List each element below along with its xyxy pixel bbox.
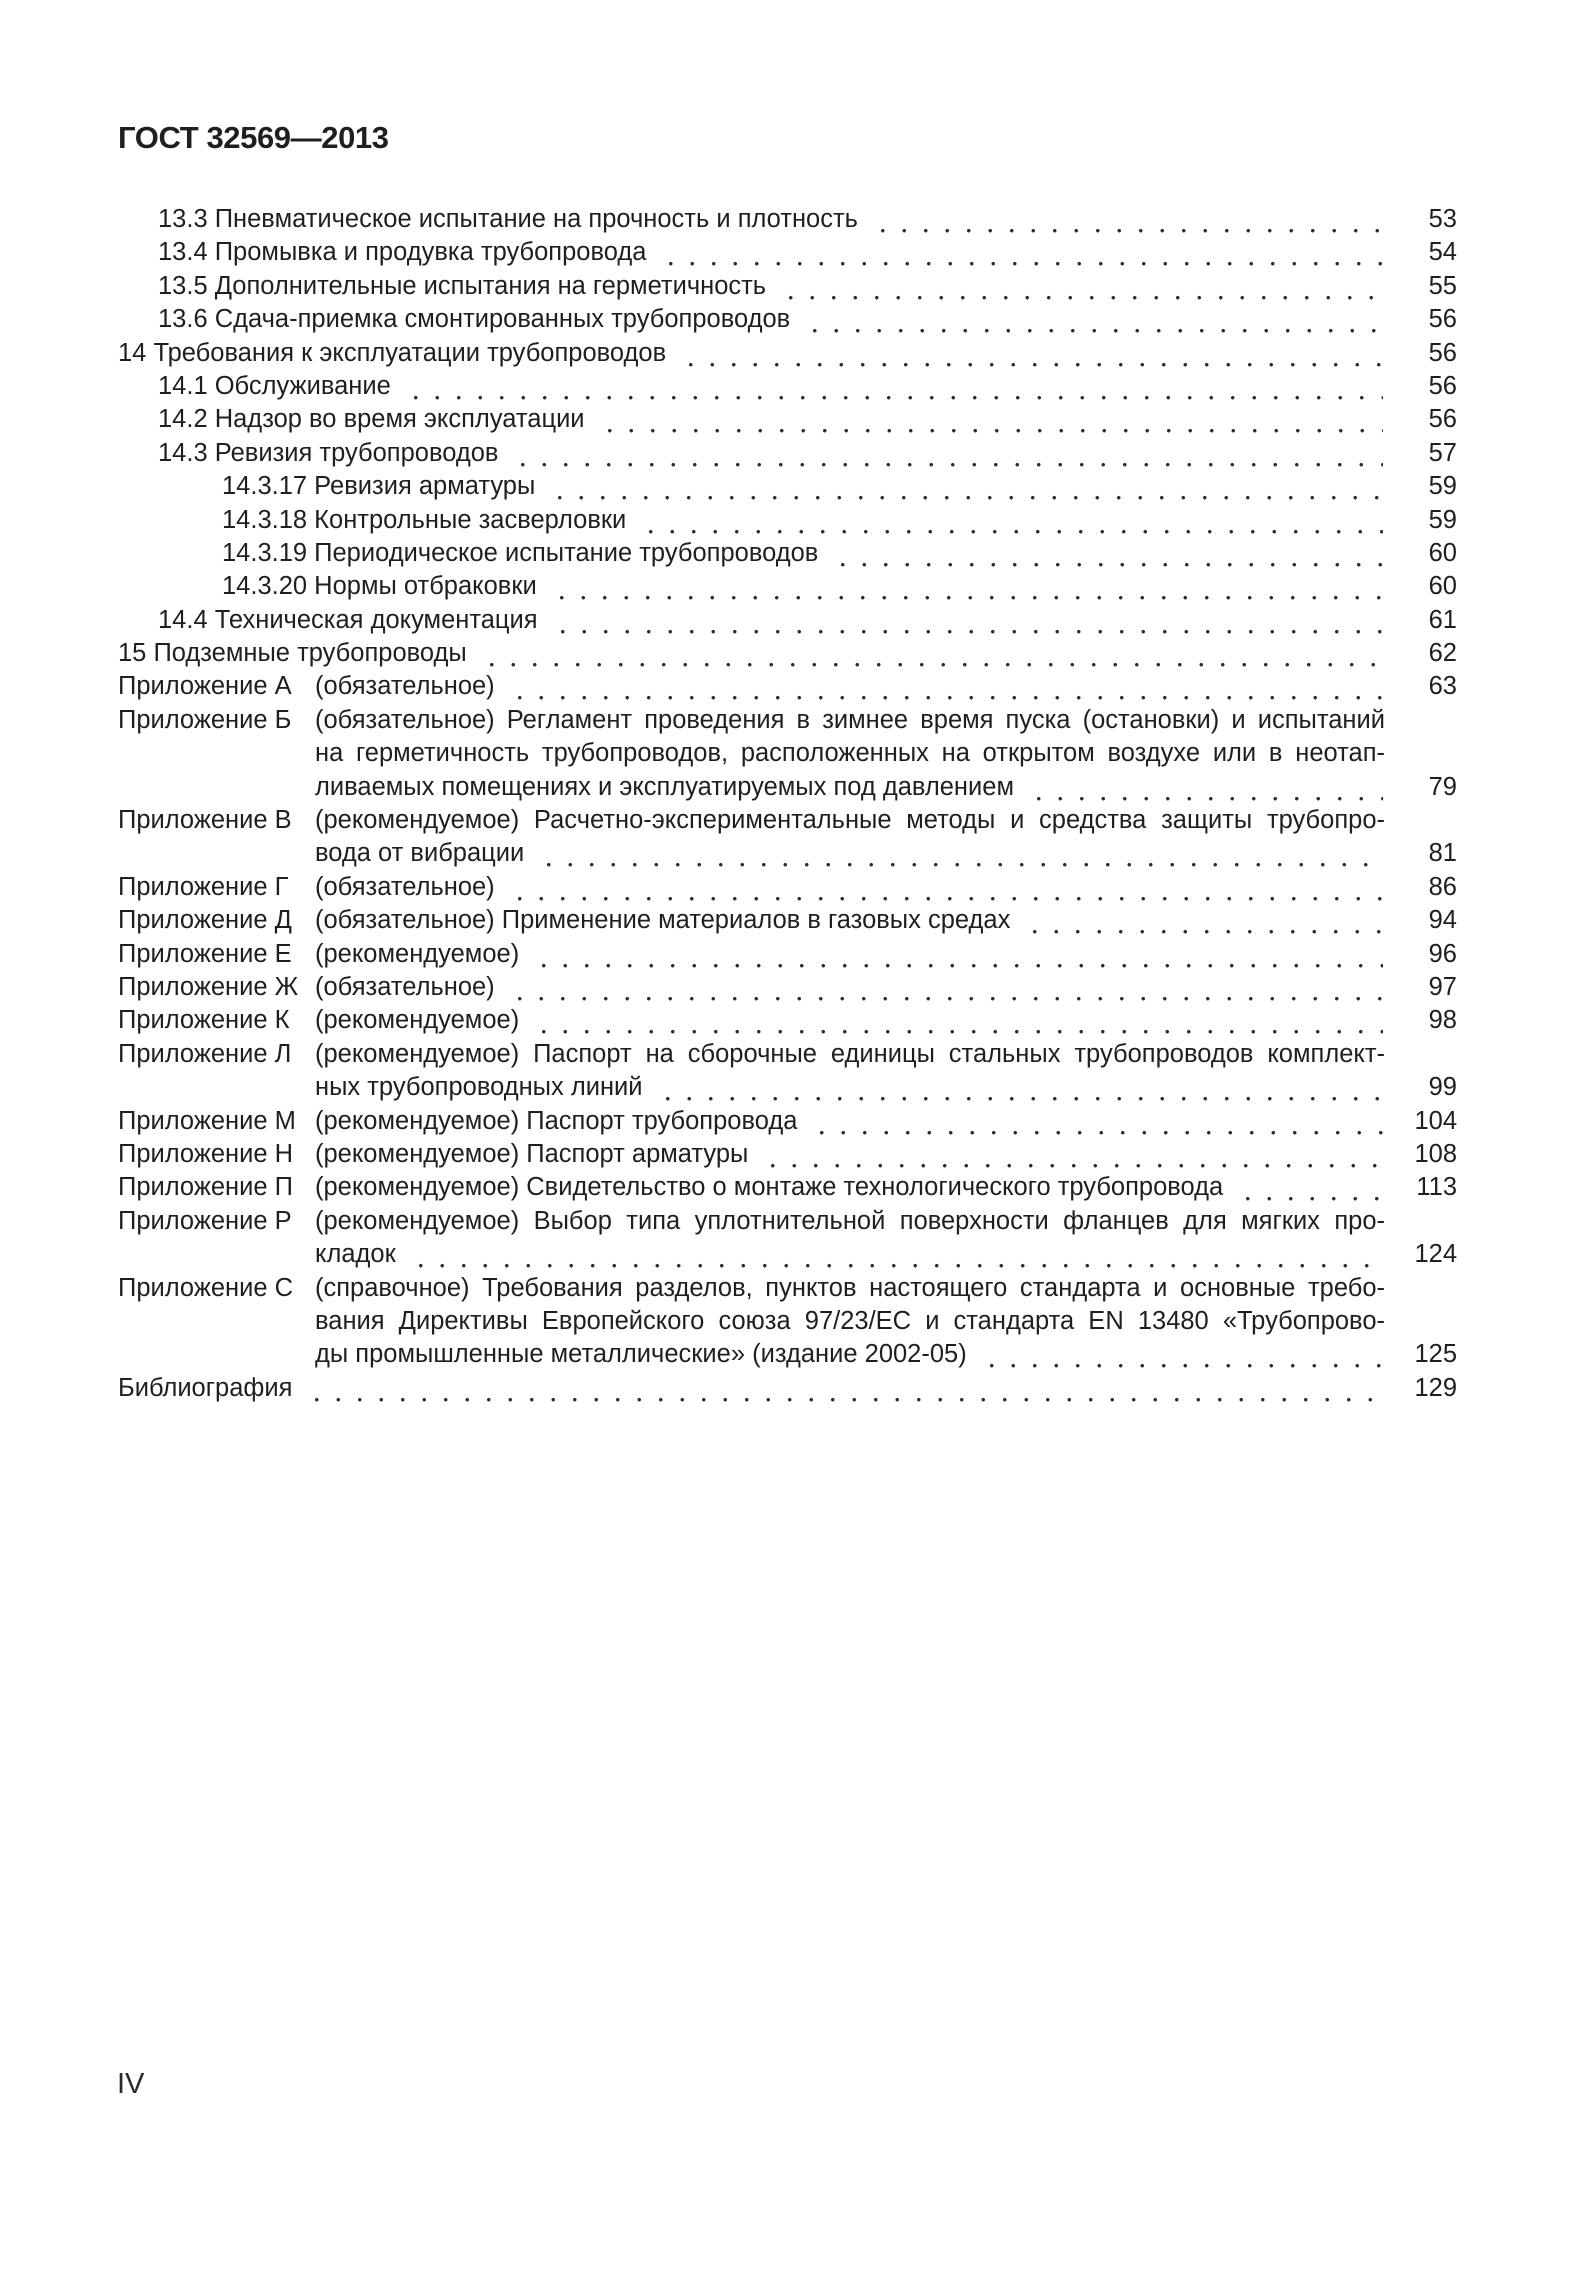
toc-entry bbox=[118, 570, 1457, 603]
appendix-label: Приложение Ж bbox=[118, 972, 299, 1001]
toc-entry bbox=[118, 1038, 1457, 1071]
toc-entry-title: (рекомендуемое) bbox=[315, 1006, 520, 1035]
appendix-label: Приложение Л bbox=[118, 1039, 292, 1068]
dot-leader bbox=[547, 470, 1383, 503]
toc-entry-title: 14.3.20 Нормы отбраковки bbox=[222, 572, 537, 601]
toc-entry bbox=[118, 1372, 1457, 1405]
dot-leader bbox=[1026, 771, 1383, 804]
toc-page-number: 56 bbox=[1428, 338, 1457, 367]
toc-entry-title: 14.3 Ревизия трубопроводов bbox=[158, 438, 499, 467]
toc-entry-title: кладок bbox=[315, 1240, 396, 1269]
toc-entry-title: (обязательное) bbox=[315, 972, 495, 1001]
toc-page-number: 97 bbox=[1428, 972, 1457, 1001]
toc-entry-title: (рекомендуемое) Свидетельство о монтаже технологического трубопровода bbox=[315, 1173, 1224, 1202]
toc-entry-title: вода от вибрации bbox=[315, 839, 525, 868]
dot-leader bbox=[1235, 1171, 1383, 1204]
toc-entry-title: 13.3 Пневматическое испытание на прочность и плотность bbox=[158, 205, 858, 233]
toc-entry-continuation bbox=[118, 1238, 1457, 1271]
appendix-label: Приложение С bbox=[118, 1273, 294, 1302]
toc-page-number: 79 bbox=[1428, 772, 1457, 801]
toc-entry bbox=[118, 504, 1457, 537]
dot-leader bbox=[658, 236, 1383, 269]
toc-page-number: 113 bbox=[1416, 1173, 1457, 1202]
toc-entry-title: 14.4 Техническая документация bbox=[158, 605, 538, 634]
toc-entry-title: ливаемых помещениях и эксплуатируемых под давлением bbox=[315, 772, 1014, 801]
toc-page-number: 129 bbox=[1414, 1373, 1457, 1402]
toc-page-number: 53 bbox=[1428, 205, 1457, 233]
toc-entry-title: (обязательное) bbox=[315, 872, 495, 901]
appendix-label: Приложение А bbox=[118, 672, 292, 701]
dot-leader bbox=[403, 370, 1383, 403]
toc-page-number: 108 bbox=[1414, 1139, 1457, 1168]
toc-page-number: 62 bbox=[1428, 639, 1457, 668]
toc-entry bbox=[118, 437, 1457, 470]
toc-entry-title: (рекомендуемое) Паспорт на сборочные единицы стальных трубопроводов комплект- bbox=[315, 1039, 1385, 1068]
toc-page-number: 81 bbox=[1428, 839, 1457, 868]
toc-entry-title: 14.1 Обслуживание bbox=[158, 371, 391, 400]
dot-leader bbox=[760, 1138, 1383, 1171]
toc-entry-title: 14.3.17 Ревизия арматуры bbox=[222, 472, 536, 501]
toc-entry bbox=[118, 971, 1457, 1004]
toc-entry bbox=[118, 938, 1457, 971]
toc-entry bbox=[118, 470, 1457, 503]
toc-page-number: 56 bbox=[1428, 371, 1457, 400]
toc-entry-title: ды промышленные металлические» (издание 2002-05) bbox=[315, 1340, 967, 1369]
appendix-label: Приложение Д bbox=[118, 906, 292, 935]
toc-entry bbox=[118, 637, 1457, 670]
toc-entry bbox=[118, 370, 1457, 403]
standard-code: ГОСТ 32569—2013 bbox=[118, 120, 389, 155]
toc-entry-title: 14.2 Надзор во время эксплуатации bbox=[158, 405, 585, 434]
dot-leader bbox=[550, 604, 1383, 637]
dot-leader bbox=[638, 504, 1383, 537]
toc-entry-title: (обязательное) Регламент проведения в зимнее время пуска (остановки) и испытаний bbox=[315, 705, 1385, 734]
toc-entry bbox=[118, 871, 1457, 904]
toc-page-number: 86 bbox=[1428, 872, 1457, 901]
toc-entry bbox=[118, 403, 1457, 436]
dot-leader bbox=[507, 670, 1383, 703]
toc-entry-title: 14.3.18 Контрольные засверловки bbox=[222, 505, 627, 534]
toc-entry-title: вания Директивы Европейского союза 97/23/ЕС и стандарта EN 13480 «Трубопрово- bbox=[315, 1306, 1385, 1335]
toc-entry bbox=[118, 1004, 1457, 1037]
toc-entry bbox=[118, 604, 1457, 637]
dot-leader bbox=[809, 1105, 1383, 1138]
appendix-label: Приложение М bbox=[118, 1106, 296, 1135]
appendix-label: Приложение Н bbox=[118, 1139, 294, 1168]
page-number: IV bbox=[117, 2068, 145, 2100]
toc-entry-title: (рекомендуемое) bbox=[315, 939, 520, 968]
dot-leader bbox=[536, 837, 1383, 870]
toc-entry-title: ных трубопроводных линий bbox=[315, 1073, 643, 1102]
toc-entry bbox=[118, 303, 1457, 336]
toc-entry bbox=[118, 804, 1457, 837]
toc-page-number: 98 bbox=[1428, 1006, 1457, 1035]
toc-entry-title: 14.3.19 Периодическое испытание трубопроводов bbox=[222, 538, 819, 567]
appendix-label: Приложение П bbox=[118, 1173, 293, 1202]
toc-page-number: 59 bbox=[1428, 472, 1457, 501]
dot-leader bbox=[507, 871, 1383, 904]
toc-entry-title: 13.5 Дополнительные испытания на герметичность bbox=[158, 271, 767, 300]
toc-page-number: 56 bbox=[1428, 405, 1457, 434]
toc-page-number: 56 bbox=[1428, 305, 1457, 334]
toc-entry-continuation bbox=[118, 771, 1457, 804]
toc-entry bbox=[118, 537, 1457, 570]
dot-leader bbox=[1022, 904, 1383, 937]
dot-leader bbox=[507, 971, 1383, 1004]
dot-leader bbox=[870, 203, 1383, 236]
toc-entry-title: 14 Требования к эксплуатации трубопроводов bbox=[118, 338, 667, 367]
toc-entry bbox=[118, 1205, 1457, 1238]
dot-leader bbox=[778, 270, 1383, 303]
dot-leader bbox=[531, 1004, 1383, 1037]
toc-page-number: 99 bbox=[1428, 1073, 1457, 1102]
toc-entry bbox=[118, 203, 1457, 236]
toc-entry-title: (рекомендуемое) Паспорт арматуры bbox=[315, 1139, 749, 1168]
toc-page-number: 54 bbox=[1428, 238, 1457, 267]
dot-leader bbox=[479, 637, 1383, 670]
toc-entry-continuation bbox=[118, 1071, 1457, 1104]
toc-page-number: 60 bbox=[1428, 572, 1457, 601]
toc-page-number: 104 bbox=[1414, 1106, 1457, 1135]
toc-page-number: 57 bbox=[1428, 438, 1457, 467]
dot-leader bbox=[830, 537, 1383, 570]
toc-entry bbox=[118, 704, 1457, 737]
dot-leader bbox=[802, 303, 1383, 336]
toc-entry-title: (рекомендуемое) Расчетно-экспериментальные методы и средства защиты трубопро- bbox=[315, 806, 1385, 835]
toc-page-number: 96 bbox=[1428, 939, 1457, 968]
dot-leader bbox=[678, 337, 1383, 370]
dot-leader bbox=[655, 1071, 1383, 1104]
toc-entry-continuation bbox=[118, 837, 1457, 870]
toc-entry bbox=[118, 1272, 1457, 1305]
toc-page-number: 125 bbox=[1414, 1340, 1457, 1369]
dot-leader bbox=[510, 437, 1383, 470]
toc-entry bbox=[118, 236, 1457, 269]
toc-page-number: 124 bbox=[1414, 1240, 1457, 1269]
toc-entry-title: 13.6 Сдача-приемка смонтированных трубопроводов bbox=[158, 305, 791, 334]
toc-entry bbox=[118, 270, 1457, 303]
toc-entry-title: (обязательное) Применение материалов в газовых средах bbox=[315, 906, 1011, 935]
dot-leader bbox=[531, 938, 1383, 971]
toc-entry-title: (справочное) Требования разделов, пунктов настоящего стандарта и основные требо- bbox=[315, 1273, 1385, 1302]
dot-leader bbox=[597, 403, 1383, 436]
appendix-label: Приложение В bbox=[118, 806, 292, 835]
toc-page-number: 61 bbox=[1428, 605, 1457, 634]
appendix-label: Приложение Е bbox=[118, 939, 292, 968]
toc-entry-title: 15 Подземные трубопроводы bbox=[118, 639, 467, 668]
dot-leader bbox=[549, 570, 1383, 603]
appendix-label: Приложение Б bbox=[118, 705, 292, 734]
toc-page-number: 55 bbox=[1428, 271, 1457, 300]
toc-page-number: 59 bbox=[1428, 505, 1457, 534]
toc-entry-continuation bbox=[118, 737, 1457, 770]
toc-entry bbox=[118, 670, 1457, 703]
table-of-contents bbox=[118, 203, 1457, 1405]
toc-entry-title: (обязательное) bbox=[315, 672, 495, 701]
appendix-label: Приложение Р bbox=[118, 1206, 292, 1235]
toc-entry-continuation bbox=[118, 1305, 1457, 1338]
toc-page-number: 60 bbox=[1428, 538, 1457, 567]
toc-entry bbox=[118, 1138, 1457, 1171]
dot-leader bbox=[979, 1338, 1383, 1371]
toc-entry bbox=[118, 1105, 1457, 1138]
toc-entry-title: Библиография bbox=[118, 1373, 293, 1402]
appendix-label: Приложение К bbox=[118, 1006, 290, 1035]
toc-entry-title: 13.4 Промывка и продувка трубопровода bbox=[158, 238, 647, 267]
toc-entry bbox=[118, 337, 1457, 370]
dot-leader bbox=[304, 1372, 1383, 1405]
toc-entry-title: (рекомендуемое) Выбор типа уплотнительной поверхности фланцев для мягких про- bbox=[315, 1206, 1385, 1235]
dot-leader bbox=[408, 1238, 1383, 1271]
toc-entry-title: (рекомендуемое) Паспорт трубопровода bbox=[315, 1106, 798, 1135]
toc-page-number: 94 bbox=[1428, 906, 1457, 935]
toc-entry bbox=[118, 1171, 1457, 1204]
toc-page-number: 63 bbox=[1428, 672, 1457, 701]
appendix-label: Приложение Г bbox=[118, 872, 289, 901]
toc-entry-continuation bbox=[118, 1338, 1457, 1371]
toc-entry-title: на герметичность трубопроводов, расположенных на открытом воздухе или в неотап- bbox=[315, 739, 1385, 768]
toc-entry bbox=[118, 904, 1457, 937]
